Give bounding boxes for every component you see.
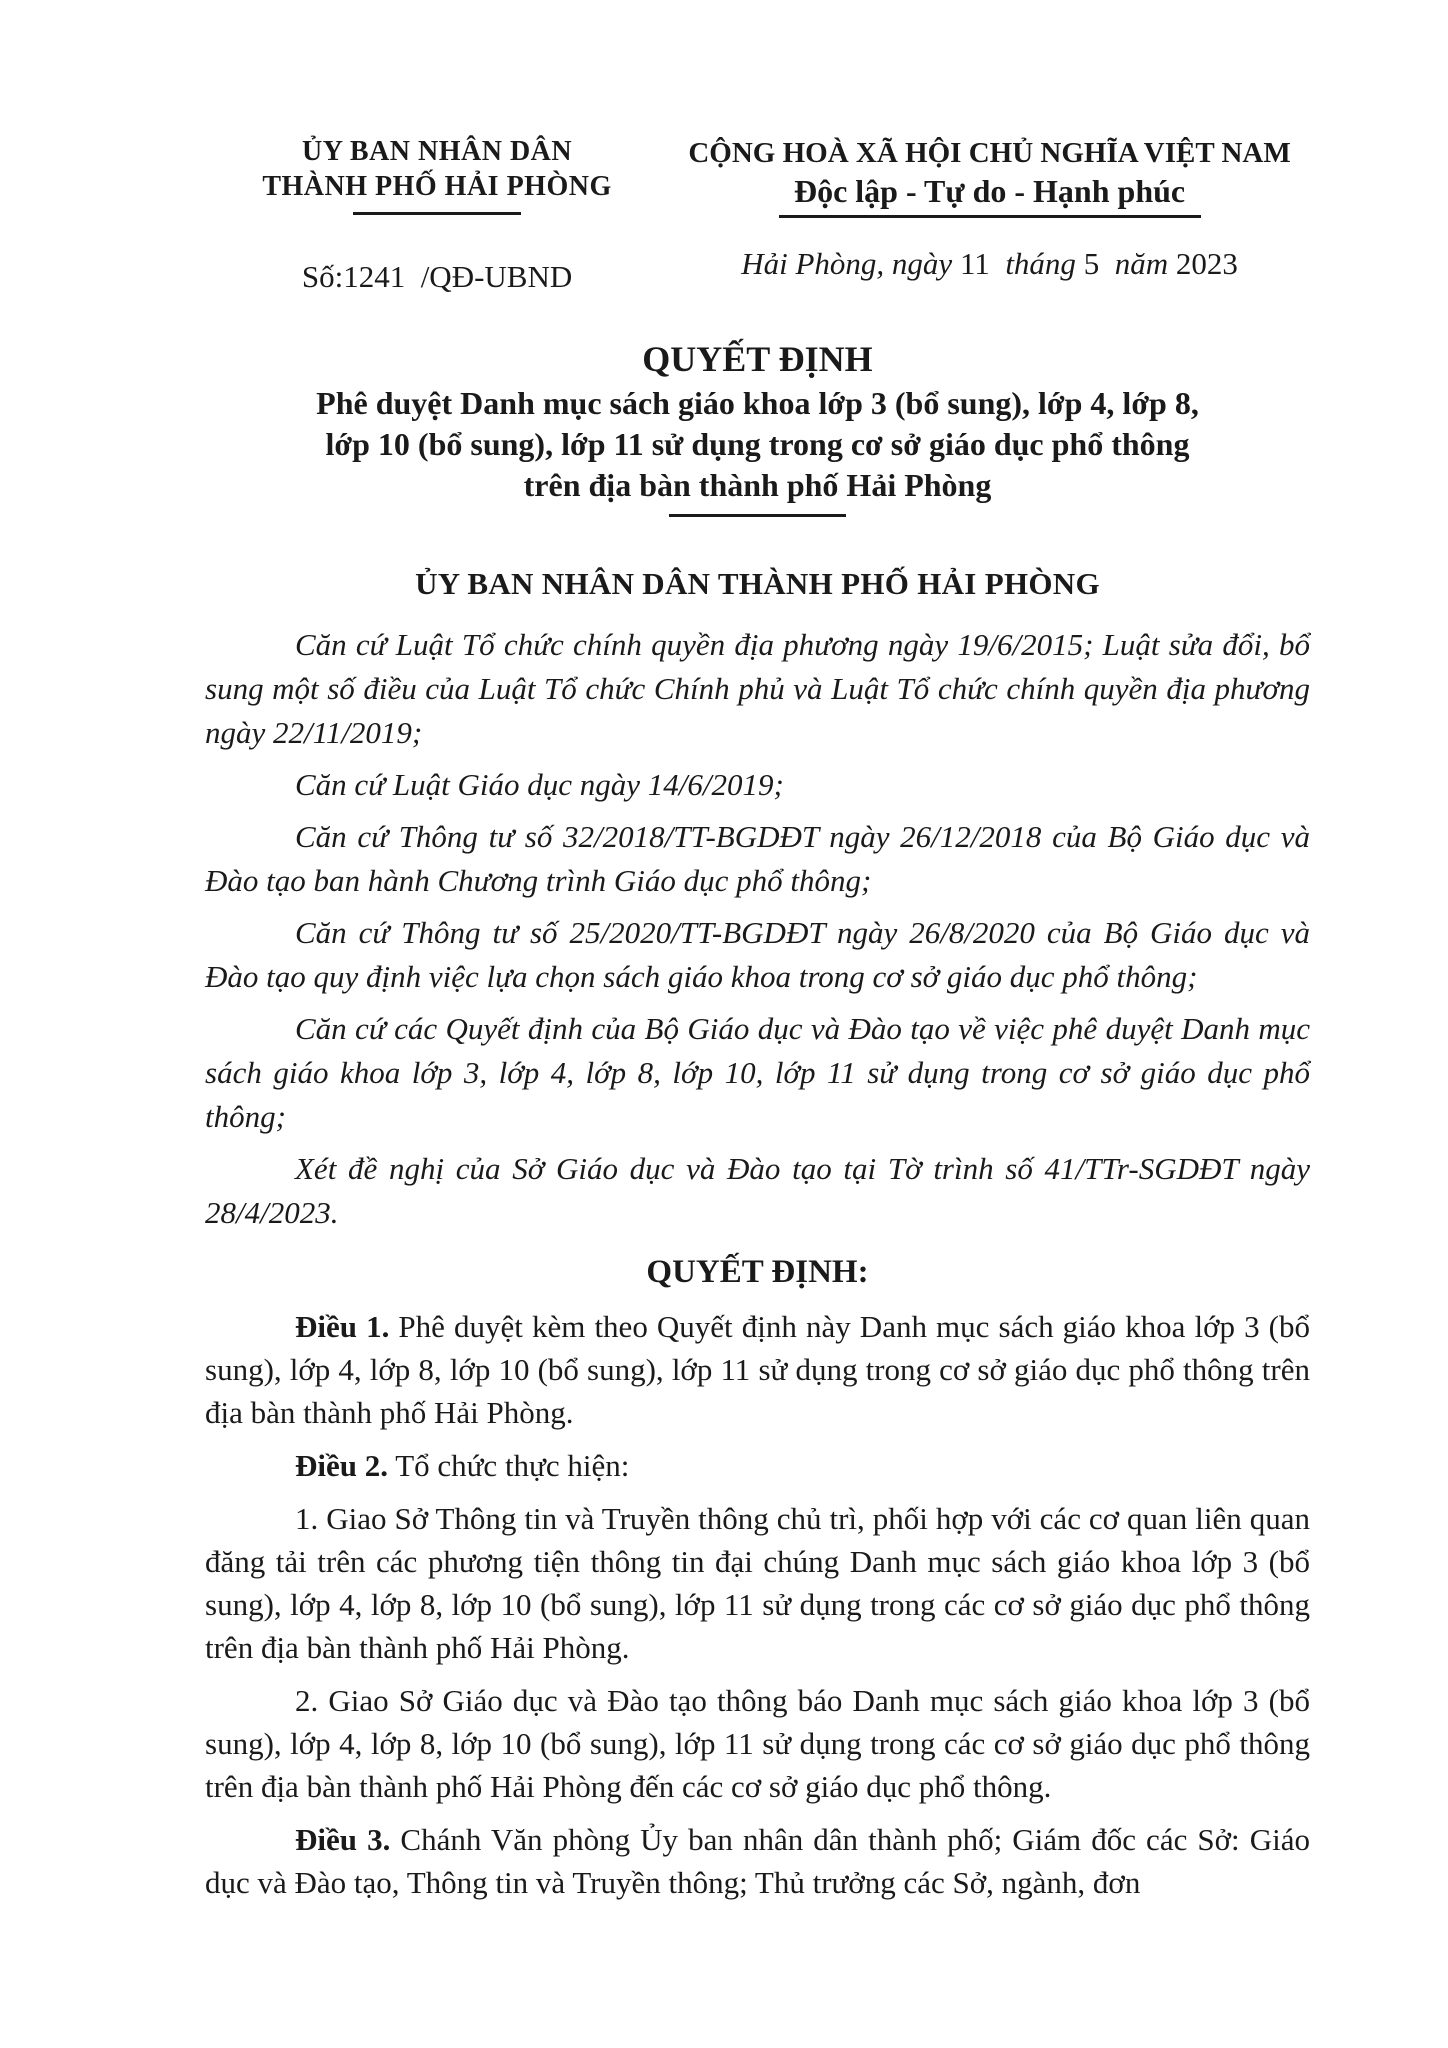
article-1-text: Phê duyệt kèm theo Quyết định này Danh mục sách giáo khoa lớp 3 (bổ sung), lớp 4, lớp 8, lớp 10 (bổ sung), lớp 11 sử dụng trong cơ sở giáo dục phổ thông trên địa bàn thành phố Hải Phòng.	[205, 1309, 1311, 1430]
document-title: QUYẾT ĐỊNH	[642, 339, 873, 379]
document-number: Số:1241 /QĐ-UBND	[301, 259, 573, 294]
dateline-month-label: tháng	[989, 246, 1084, 281]
preamble-paragraph: Căn cứ Luật Giáo dục ngày 14/6/2019;	[295, 767, 784, 802]
issuing-authority-line2: THÀNH PHỐ HẢI PHÒNG	[262, 171, 612, 202]
document-subtitle-line3: trên địa bàn thành phố Hải Phòng	[523, 467, 992, 503]
national-motto-underline	[779, 215, 1201, 218]
article-3-paragraph	[205, 1818, 1310, 1904]
preamble-paragraph: Căn cứ Thông tư số 25/2020/TT-BGDĐT ngày 26/8/2020 của Bộ Giáo dục và Đào tạo quy định việc lựa chọn sách giáo khoa trong cơ sở giáo dục phổ thông;	[205, 915, 1310, 994]
dateline-day: 11	[959, 246, 990, 281]
national-motto-line1: CỘNG HOÀ XÃ HỘI CHỦ NGHĨA VIỆT NAM	[688, 137, 1291, 169]
articles-section	[205, 1305, 1310, 1904]
article-2-text: Tổ chức thực hiện:	[388, 1448, 630, 1483]
document-subtitle	[205, 383, 1310, 506]
decision-heading: QUYẾT ĐỊNH:	[646, 1254, 869, 1290]
article-2-label: Điều 2.	[295, 1448, 388, 1483]
dateline-place: Hải Phòng, ngày	[741, 246, 960, 281]
preamble-section	[205, 623, 1310, 1235]
article-2-item-1	[205, 1497, 1310, 1669]
preamble-paragraph: Xét đề nghị của Sở Giáo dục và Đào tạo tại Tờ trình số 41/TTr-SGDĐT ngày 28/4/2023.	[205, 1151, 1310, 1230]
dateline-year-label: năm	[1099, 246, 1176, 281]
issuing-authority-line1: ỦY BAN NHÂN DÂN	[301, 136, 573, 167]
national-motto-line2: Độc lập - Tự do - Hạnh phúc	[793, 173, 1186, 209]
article-3-label: Điều 3.	[295, 1822, 391, 1857]
preamble-paragraph: Căn cứ các Quyết định của Bộ Giáo dục và Đào tạo về việc phê duyệt Danh mục sách giáo khoa lớp 3, lớp 4, lớp 8, lớp 10, lớp 11 sử dụng trong cơ sở giáo dục phổ thông;	[205, 1011, 1310, 1134]
article-2-paragraph	[205, 1444, 1310, 1487]
preamble-paragraph: Căn cứ Thông tư số 32/2018/TT-BGDĐT ngày 26/12/2018 của Bộ Giáo dục và Đào tạo ban hành Chương trình Giáo dục phổ thông;	[205, 819, 1310, 898]
article-2-item-2-text: 2. Giao Sở Giáo dục và Đào tạo thông báo Danh mục sách giáo khoa lớp 3 (bổ sung), lớp 4, lớp 8, lớp 10 (bổ sung), lớp 11 sử dụng trong các cơ sở giáo dục phổ thông trên địa bàn thành phố Hải Phòng đến các cơ sở giáo dục phổ thông.	[205, 1683, 1310, 1804]
authority-heading: ỦY BAN NHÂN DÂN THÀNH PHỐ HẢI PHÒNG	[415, 566, 1100, 601]
issuing-authority-underline	[353, 212, 521, 215]
issuing-authority-block	[205, 135, 669, 295]
place-dateline	[669, 246, 1310, 282]
preamble-paragraph: Căn cứ Luật Tổ chức chính quyền địa phương ngày 19/6/2015; Luật sửa đổi, bổ sung một số điều của Luật Tổ chức Chính phủ và Luật Tổ chức chính quyền địa phương ngày 22/11/2019;	[205, 627, 1310, 750]
document-header	[205, 135, 1310, 295]
article-1-label: Điều 1.	[295, 1309, 390, 1344]
article-1-paragraph	[205, 1305, 1310, 1434]
national-header-block	[669, 135, 1310, 295]
article-2-item-2	[205, 1679, 1310, 1808]
document-subtitle-line2: lớp 10 (bổ sung), lớp 11 sử dụng trong cơ sở giáo dục phổ thông	[325, 426, 1190, 462]
article-2-item-1-text: 1. Giao Sở Thông tin và Truyền thông chủ trì, phối hợp với các cơ quan liên quan đăng tải trên các phương tiện thông tin đại chúng Danh mục sách giáo khoa lớp 3 (bổ sung), lớp 4, lớp 8, lớp 10 (bổ sung), lớp 11 sử dụng trong các cơ sở giáo dục phổ thông trên địa bàn thành phố Hải Phòng.	[205, 1501, 1310, 1665]
dateline-month: 5	[1083, 246, 1100, 281]
title-underline	[669, 514, 846, 517]
document-subtitle-line1: Phê duyệt Danh mục sách giáo khoa lớp 3 (bổ sung), lớp 4, lớp 8,	[316, 385, 1199, 421]
dateline-year: 2023	[1175, 246, 1238, 281]
article-3-text: Chánh Văn phòng Ủy ban nhân dân thành phố; Giám đốc các Sở: Giáo dục và Đào tạo, Thông tin và Truyền thông; Thủ trưởng các Sở, ngành, đơn	[205, 1822, 1310, 1900]
